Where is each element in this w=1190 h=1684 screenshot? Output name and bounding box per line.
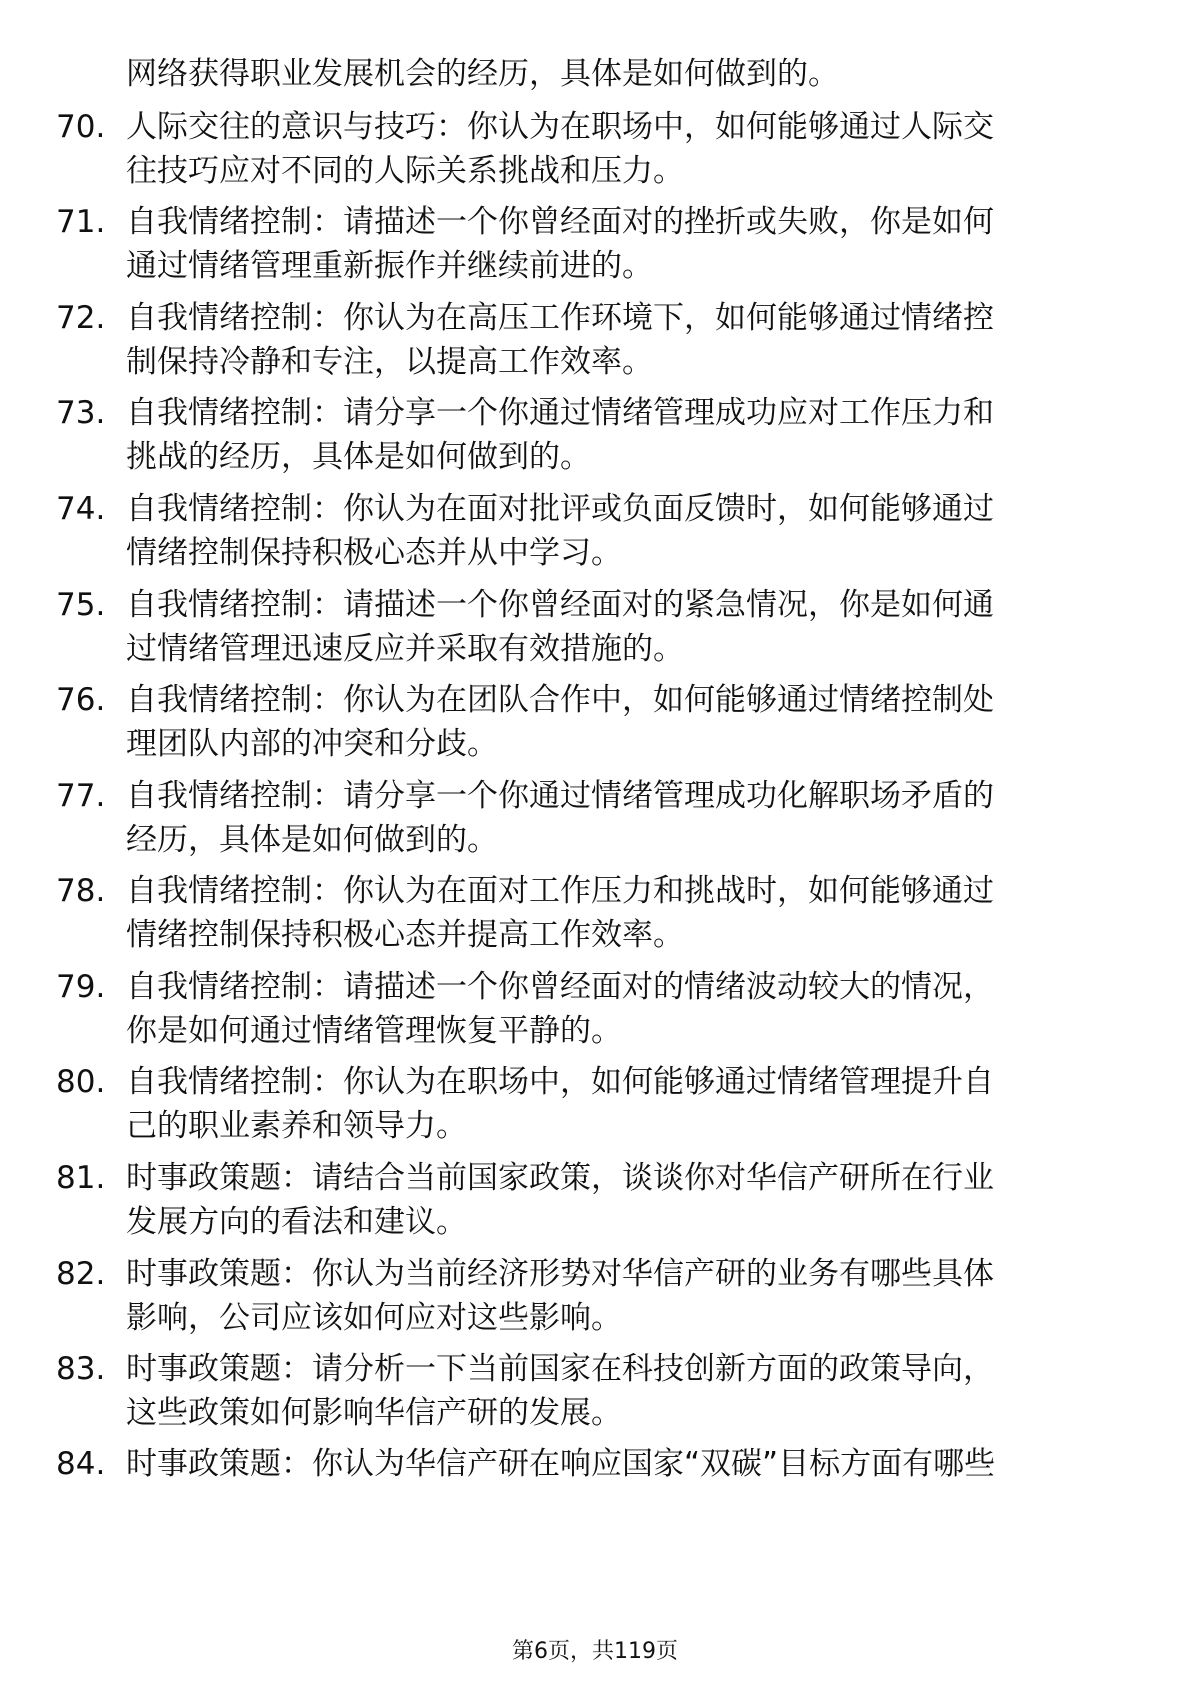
item-line: 时事政策题：请分析一下当前国家在科技创新方面的政策导向， (126, 1351, 994, 1387)
item-line: 时事政策题：请结合当前国家政策，谈谈你对华信产研所在行业 (126, 1160, 994, 1196)
item-text (126, 678, 1136, 766)
item-text (126, 200, 1136, 288)
item-line: 过情绪管理迅速反应并采取有效措施的。 (126, 631, 684, 667)
item-line: 时事政策题：你认为华信产研在响应国家“双碳”目标方面有哪些 (126, 1446, 996, 1482)
page-footer: 第6页，共119页 (512, 1639, 678, 1664)
item-line: 这些政策如何影响华信产研的发展。 (126, 1395, 622, 1431)
item-text (126, 296, 1136, 384)
item-text (126, 487, 1136, 575)
item-text (126, 774, 1136, 862)
item-line: 经历，具体是如何做到的。 (126, 822, 498, 858)
item-text (126, 1442, 1136, 1486)
item-line: 情绪控制保持积极心态并从中学习。 (126, 535, 622, 571)
item-line: 往技巧应对不同的人际关系挑战和压力。 (126, 153, 684, 189)
item-line: 自我情绪控制：你认为在职场中，如何能够通过情绪管理提升自 (126, 1064, 994, 1100)
item-line: 制保持冷静和专注，以提高工作效率。 (126, 344, 653, 380)
item-number: 74. (56, 491, 106, 527)
item-number: 81. (56, 1160, 106, 1196)
item-text (126, 391, 1136, 479)
item-line: 自我情绪控制：请描述一个你曾经面对的紧急情况，你是如何通 (126, 587, 994, 623)
item-line: 人际交往的意识与技巧：你认为在职场中，如何能够通过人际交 (126, 109, 994, 145)
item-text (126, 1156, 1136, 1244)
item-text (126, 1252, 1136, 1340)
item-line: 自我情绪控制：请描述一个你曾经面对的挫折或失败，你是如何 (126, 204, 994, 240)
item-text (126, 869, 1136, 957)
item-line: 己的职业素养和领导力。 (126, 1108, 467, 1144)
item-number: 84. (56, 1446, 106, 1482)
item-line: 自我情绪控制：请描述一个你曾经面对的情绪波动较大的情况， (126, 969, 994, 1005)
item-line: 挑战的经历，具体是如何做到的。 (126, 439, 591, 475)
item-line: 影响，公司应该如何应对这些影响。 (126, 1300, 622, 1336)
item-line: 你是如何通过情绪管理恢复平静的。 (126, 1013, 622, 1049)
item-text (126, 105, 1136, 193)
item-line: 时事政策题：你认为当前经济形势对华信产研的业务有哪些具体 (126, 1256, 994, 1292)
item-line: 发展方向的看法和建议。 (126, 1204, 467, 1240)
item-number: 78. (56, 873, 106, 909)
continuation-text: 网络获得职业发展机会的经历，具体是如何做到的。 (126, 56, 839, 92)
item-number: 70. (56, 109, 106, 145)
item-line: 通过情绪管理重新振作并继续前进的。 (126, 248, 653, 284)
item-line: 自我情绪控制：你认为在面对批评或负面反馈时，如何能够通过 (126, 491, 994, 527)
item-line: 情绪控制保持积极心态并提高工作效率。 (126, 917, 684, 953)
item-number: 83. (56, 1351, 106, 1387)
item-number: 72. (56, 300, 106, 336)
item-number: 76. (56, 682, 106, 718)
item-line: 自我情绪控制：你认为在高压工作环境下，如何能够通过情绪控 (126, 300, 994, 336)
item-number: 82. (56, 1256, 106, 1292)
item-number: 77. (56, 778, 106, 814)
item-number: 71. (56, 204, 106, 240)
item-line: 自我情绪控制：你认为在面对工作压力和挑战时，如何能够通过 (126, 873, 994, 909)
item-text (126, 1347, 1136, 1435)
item-text (126, 1060, 1136, 1148)
item-number: 80. (56, 1064, 106, 1100)
item-number: 75. (56, 587, 106, 623)
item-number: 73. (56, 395, 106, 431)
item-number: 79. (56, 969, 106, 1005)
item-text (126, 965, 1136, 1053)
item-text (126, 583, 1136, 671)
item-line: 自我情绪控制：你认为在团队合作中，如何能够通过情绪控制处 (126, 682, 994, 718)
item-line: 理团队内部的冲突和分歧。 (126, 726, 498, 762)
item-line: 自我情绪控制：请分享一个你通过情绪管理成功化解职场矛盾的 (126, 778, 994, 814)
item-line: 自我情绪控制：请分享一个你通过情绪管理成功应对工作压力和 (126, 395, 994, 431)
